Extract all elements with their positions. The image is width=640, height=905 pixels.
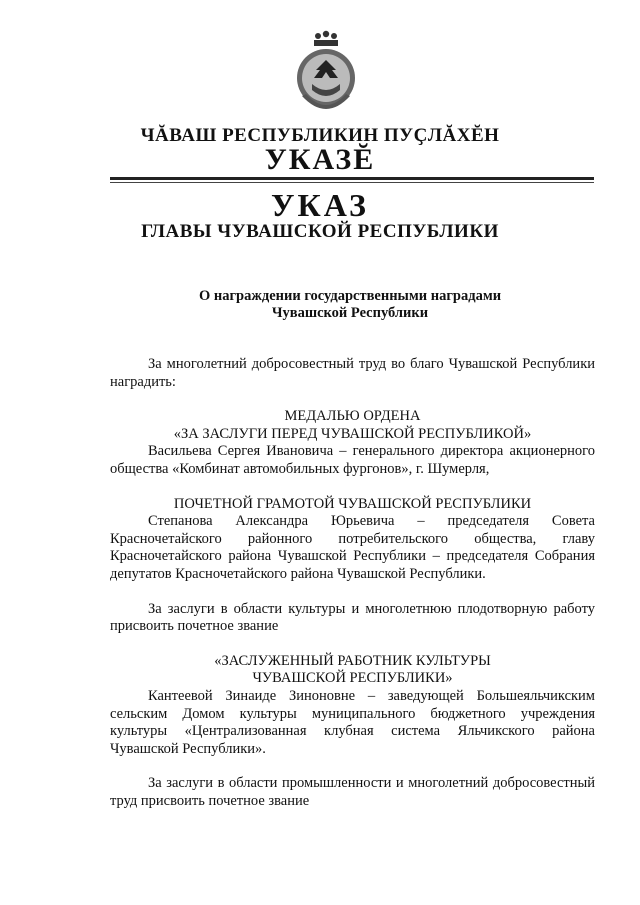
header-divider-thick [110, 177, 594, 180]
spacer [110, 758, 595, 775]
russian-decree-subtitle: ГЛАВЫ ЧУВАШСКОЙ РЕСПУБЛИКИ [141, 221, 499, 242]
intro-paragraph: За многолетний добросовестный труд во благо Чувашской Республики наградить: [110, 356, 595, 390]
chuvash-decree-title: УКАЗĔ [264, 143, 376, 176]
culture-title-line1: «ЗАСЛУЖЕННЫЙ РАБОТНИК КУЛЬТУРЫ [214, 652, 491, 669]
spacer [110, 479, 595, 496]
spacer [110, 584, 595, 601]
culture-title-line2: ЧУВАШСКОЙ РЕСПУБЛИКИ» [252, 670, 453, 687]
document-title [150, 288, 550, 322]
spacer [110, 636, 595, 653]
culture-recipient-paragraph: Кантеевой Зинаиде Зиноновне – заведующей Большеяльчикским сельским Домом культуры муниципального бюджетного учреждения культуры «Централизованная клубная система Яльчикского района Чувашской Республики». [110, 687, 595, 757]
document-title-line1: О награждении государственными наградами [198, 288, 502, 304]
industry-intro-paragraph: За заслуги в области промышленности и многолетний добросовестный труд присвоить почетное звание [110, 775, 595, 809]
award1-recipient-paragraph: Васильева Сергея Ивановича – генерального директора акционерного общества «Комбинат автомобильных фургонов», г. Шумерля, [110, 443, 595, 477]
chuvash-header-line: ЧĂВАШ РЕСПУБЛИКИН ПУҪЛĂХĔН [140, 125, 500, 146]
document-body [110, 356, 595, 810]
spacer [110, 391, 595, 408]
header-divider-thin [110, 182, 594, 183]
award2-recipient-paragraph: Степанова Александра Юрьевича – председателя Совета Красночетайского районного потребительского общества, главу Красночетайского района Чувашской Республики – председателя Собрания депутатов Красночетайского района Чувашской Республики. [110, 513, 595, 582]
award1-heading-line1: МЕДАЛЬЮ ОРДЕНА [284, 408, 421, 425]
russian-decree-title: УКАЗ [271, 187, 369, 223]
document-title-line2: Чувашской Республики [271, 305, 429, 321]
culture-intro-paragraph: За заслуги в области культуры и многолетнюю плодотворную работу присвоить почетное звание [110, 600, 595, 635]
award2-heading: ПОЧЕТНОЙ ГРАМОТОЙ ЧУВАШСКОЙ РЕСПУБЛИКИ [173, 495, 532, 512]
award1-heading-line2: «ЗА ЗАСЛУГИ ПЕРЕД ЧУВАШСКОЙ РЕСПУБЛИКОЙ» [173, 425, 532, 442]
coat-of-arms-emblem [294, 30, 358, 122]
